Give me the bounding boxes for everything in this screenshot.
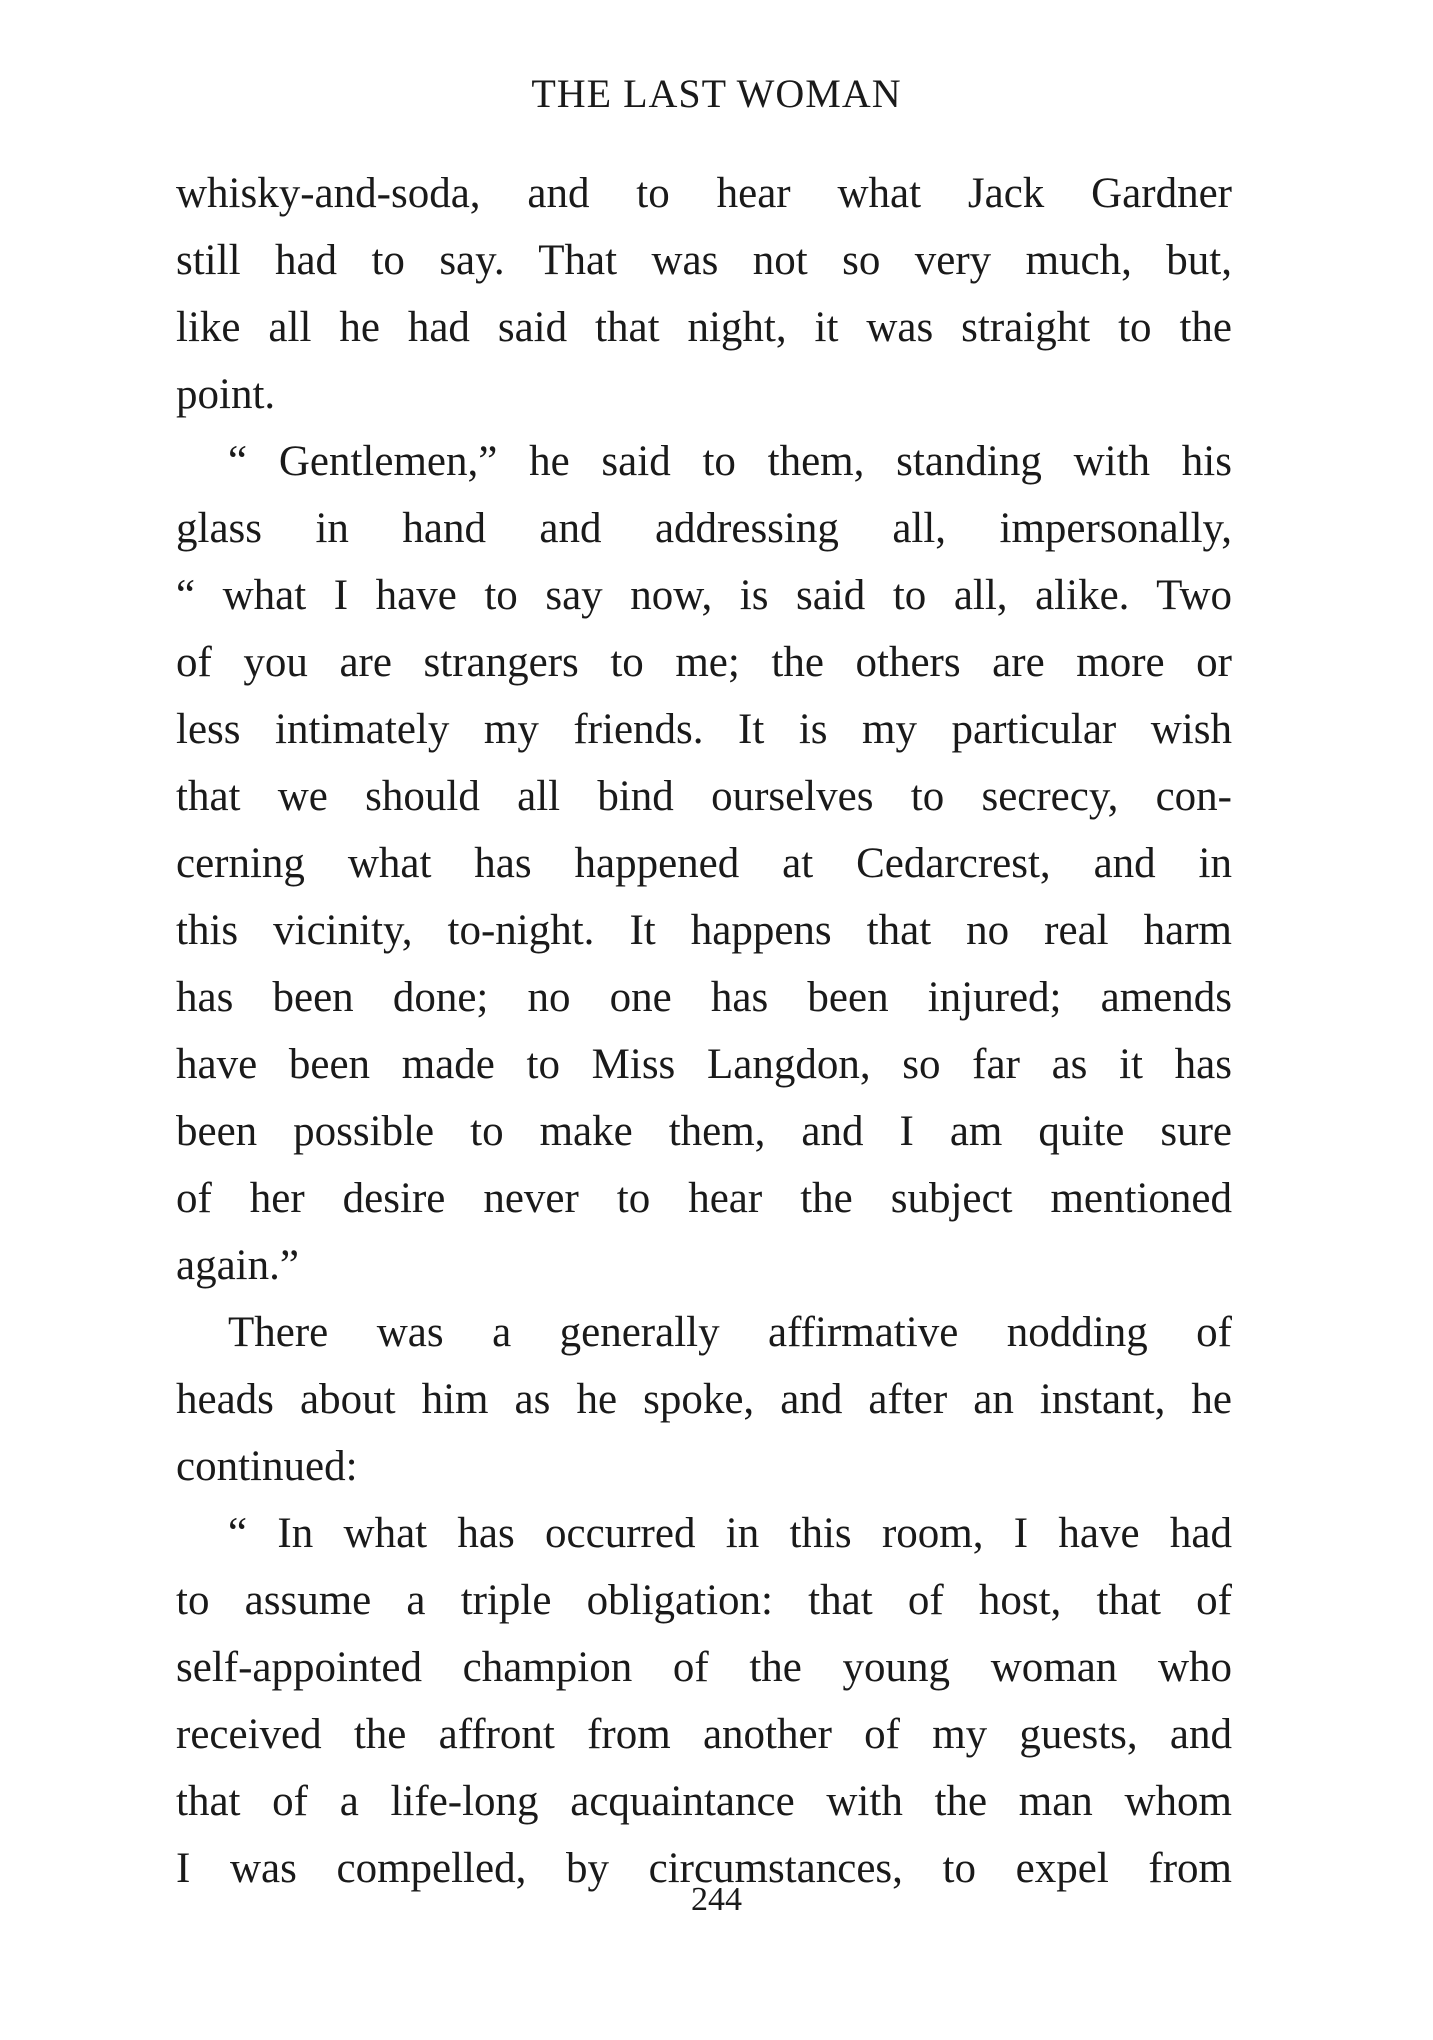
- paragraph-4: [176, 1500, 1232, 1902]
- text-line: continued:: [176, 1443, 358, 1490]
- paragraph-1: [176, 160, 1232, 428]
- text-line: whisky-and-soda, and to hear what Jack Gardner: [176, 170, 1232, 217]
- text-line: again.”: [176, 1242, 299, 1289]
- text-line: that we should all bind ourselves to secrecy, con-: [176, 773, 1232, 820]
- text-line: I was compelled, by circumstances, to expel from: [176, 1845, 1232, 1892]
- text-line: heads about him as he spoke, and after an instant, he: [176, 1376, 1232, 1423]
- text-line: still had to say. That was not so very much, but,: [176, 237, 1232, 284]
- paragraph-3: [176, 1299, 1232, 1500]
- text-line: like all he had said that night, it was straight to the: [176, 304, 1232, 351]
- text-line: self-appointed champion of the young woman who: [176, 1644, 1232, 1691]
- text-line: been possible to make them, and I am quite sure: [176, 1108, 1232, 1155]
- text-line: There was a generally affirmative nodding of: [228, 1309, 1232, 1356]
- text-line: less intimately my friends. It is my particular wish: [176, 706, 1232, 753]
- text-line: “ In what has occurred in this room, I have had: [228, 1510, 1232, 1557]
- text-line: glass in hand and addressing all, impersonally,: [176, 505, 1232, 552]
- text-line: of you are strangers to me; the others are more or: [176, 639, 1232, 686]
- text-line: have been made to Miss Langdon, so far as it has: [176, 1041, 1232, 1088]
- running-head: THE LAST WOMAN: [531, 71, 902, 116]
- paragraph-2: [176, 428, 1232, 1299]
- text-line: this vicinity, to-night. It happens that no real harm: [176, 907, 1232, 954]
- text-line: that of a life-long acquaintance with the man whom: [176, 1778, 1232, 1825]
- text-line: received the affront from another of my guests, and: [176, 1711, 1232, 1758]
- body-text: [176, 160, 1232, 1902]
- text-line: to assume a triple obligation: that of host, that of: [176, 1577, 1232, 1624]
- text-line: point.: [176, 371, 276, 418]
- text-line: “ what I have to say now, is said to all, alike. Two: [176, 572, 1232, 619]
- text-line: “ Gentlemen,” he said to them, standing with his: [228, 438, 1232, 485]
- page-number: 244: [691, 1881, 742, 1918]
- text-line: cerning what has happened at Cedarcrest, and in: [176, 840, 1232, 887]
- text-line: of her desire never to hear the subject mentioned: [176, 1175, 1232, 1222]
- text-line: has been done; no one has been injured; amends: [176, 974, 1232, 1021]
